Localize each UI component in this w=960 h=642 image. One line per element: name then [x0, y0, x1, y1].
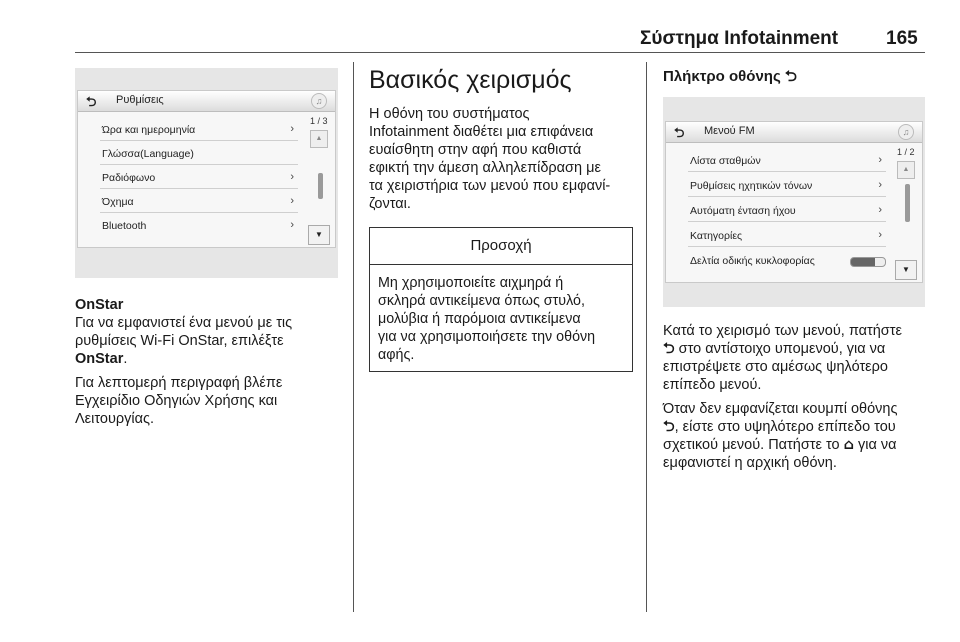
menu-item-label: Λίστα σταθμών — [690, 155, 761, 167]
settings-titlebar — [78, 91, 335, 112]
fm-item-traffic[interactable] — [688, 250, 886, 272]
para1-line-4: επίπεδο μενού. — [663, 377, 762, 393]
caution-line-5: αφής. — [378, 347, 415, 363]
back-icon: ⮌ — [784, 67, 797, 85]
para2-line-3: σχετικού μενού. Πατήστε το ⌂ για να — [663, 437, 897, 453]
settings-item-bluetooth[interactable] — [100, 215, 298, 237]
settings-pager: 1 / 3 — [310, 116, 328, 126]
menu-item-label: Κατηγορίες — [690, 230, 743, 242]
column-separator-2 — [646, 62, 647, 612]
onstar-ref-line-2: Εγχειρίδιο Οδηγιών Χρήσης και — [75, 393, 278, 409]
fm-item-tone-settings[interactable] — [688, 175, 886, 197]
back-icon[interactable]: ⮌ — [674, 126, 685, 141]
para1-line-3: επιστρέψετε στο αμέσως ψηλότερο — [663, 359, 888, 375]
settings-item-language[interactable] — [100, 143, 298, 165]
caution-line-3: μολύβια ή παρόμοια αντικείμενα — [378, 311, 581, 327]
screen-button-heading — [663, 66, 797, 91]
back-icon: ⮌ — [663, 419, 675, 435]
fm-scroll-up[interactable]: ▲ — [897, 161, 915, 179]
intro-line-2: Infotainment διαθέτει μια επιφάνεια — [369, 124, 594, 140]
onstar-text-line-2: ρυθμίσεις Wi-Fi OnStar, επιλέξτε — [75, 333, 284, 349]
chevron-right-icon: › — [878, 229, 882, 241]
fm-scrollbar[interactable] — [905, 184, 910, 222]
onstar-period: . — [123, 351, 128, 367]
music-icon[interactable]: ♫ — [898, 124, 914, 140]
fm-menu-screenshot — [663, 97, 925, 307]
caution-box — [369, 227, 633, 372]
para2-line-2: ⮌, είστε στο υψηλότερο επίπεδο του — [663, 419, 896, 435]
chevron-right-icon: › — [878, 154, 882, 166]
heading-text: Πλήκτρο οθόνης — [663, 68, 781, 85]
onstar-bold-term: OnStar — [75, 351, 124, 367]
section-heading: Βασικός χειρισμός — [369, 66, 572, 94]
onstar-text-line-3 — [75, 350, 127, 368]
settings-screen — [77, 90, 336, 248]
chevron-right-icon: › — [878, 204, 882, 216]
intro-line-5: τα χειριστήρια των μενού που εμφανί- — [369, 178, 611, 194]
caution-line-2: σκληρά αντικείμενα όπως στυλό, — [378, 293, 585, 309]
menu-item-label: Bluetooth — [102, 220, 147, 232]
menu-item-label: Δελτία οδικής κυκλοφορίας — [690, 255, 815, 267]
fm-item-auto-volume[interactable] — [688, 200, 886, 222]
settings-screenshot — [75, 68, 338, 278]
intro-line-1: Η οθόνη του συστήματος — [369, 106, 530, 122]
menu-item-label: Ρυθμίσεις ηχητικών τόνων — [690, 180, 813, 192]
chevron-right-icon: › — [290, 195, 294, 207]
caution-title: Προσοχή — [370, 228, 632, 265]
caution-line-4: για να χρησιμοποιήσετε την οθόνη — [378, 329, 596, 345]
back-icon[interactable]: ⮌ — [86, 95, 97, 110]
back-icon: ⮌ — [663, 341, 675, 357]
menu-item-label: Όχημα — [102, 196, 134, 208]
fm-scroll-down[interactable]: ▼ — [895, 260, 917, 280]
menu-item-label: Ραδιόφωνο — [102, 172, 156, 184]
settings-scrollbar[interactable] — [318, 173, 323, 199]
intro-line-3: ευαίσθητη στην αφή που καθιστά — [369, 142, 582, 158]
column-separator-1 — [353, 62, 354, 612]
running-header-title: Σύστημα Infotainment — [640, 28, 839, 49]
chevron-right-icon: › — [290, 219, 294, 231]
onstar-ref-line-1: Για λεπτομερή περιγραφή βλέπε — [75, 375, 283, 391]
fm-item-station-list[interactable] — [688, 150, 886, 172]
chevron-right-icon: › — [290, 123, 294, 135]
menu-item-label: Γλώσσα(Language) — [102, 148, 194, 160]
settings-screen-title: Ρυθμίσεις — [116, 94, 164, 106]
intro-line-6: ζονται. — [369, 196, 411, 212]
page-number: 165 — [886, 28, 918, 49]
para1-line-1: Κατά το χειρισμό των μενού, πατήστε — [663, 323, 902, 339]
onstar-heading: OnStar — [75, 297, 124, 313]
onstar-text-line-1: Για να εμφανιστεί ένα μενού με τις — [75, 315, 293, 331]
music-icon[interactable]: ♫ — [311, 93, 327, 109]
settings-item-vehicle[interactable] — [100, 191, 298, 213]
menu-item-label: Αυτόματη ένταση ήχου — [690, 205, 796, 217]
fm-item-categories[interactable] — [688, 225, 886, 247]
settings-scroll-down[interactable]: ▼ — [308, 225, 330, 245]
para2-line-1: Όταν δεν εμφανίζεται κουμπί οθόνης — [663, 401, 898, 417]
settings-scroll-up[interactable]: ▲ — [310, 130, 328, 148]
fm-menu-screen — [665, 121, 923, 283]
fm-titlebar — [666, 122, 922, 143]
chevron-right-icon: › — [290, 171, 294, 183]
settings-item-radio[interactable] — [100, 167, 298, 189]
home-icon: ⌂ — [843, 437, 855, 453]
menu-item-label: Ώρα και ημερομηνία — [102, 124, 196, 136]
onstar-ref-line-3: Λειτουργίας. — [75, 411, 155, 427]
header-rule — [75, 52, 925, 53]
traffic-toggle[interactable] — [850, 257, 886, 267]
intro-line-4: εφικτή την άμεση αλληλεπίδραση με — [369, 160, 601, 176]
para2-line-4: εμφανιστεί η αρχική οθόνη. — [663, 455, 837, 471]
caution-body — [378, 274, 628, 364]
caution-line-1: Μη χρησιμοποιείτε αιχμηρά ή — [378, 275, 564, 291]
fm-pager: 1 / 2 — [897, 147, 915, 157]
fm-screen-title: Μενού FM — [704, 125, 755, 137]
chevron-right-icon: › — [878, 179, 882, 191]
settings-item-datetime[interactable] — [100, 119, 298, 141]
para1-line-2: ⮌ στο αντίστοιχο υπομενού, για να — [663, 341, 886, 357]
